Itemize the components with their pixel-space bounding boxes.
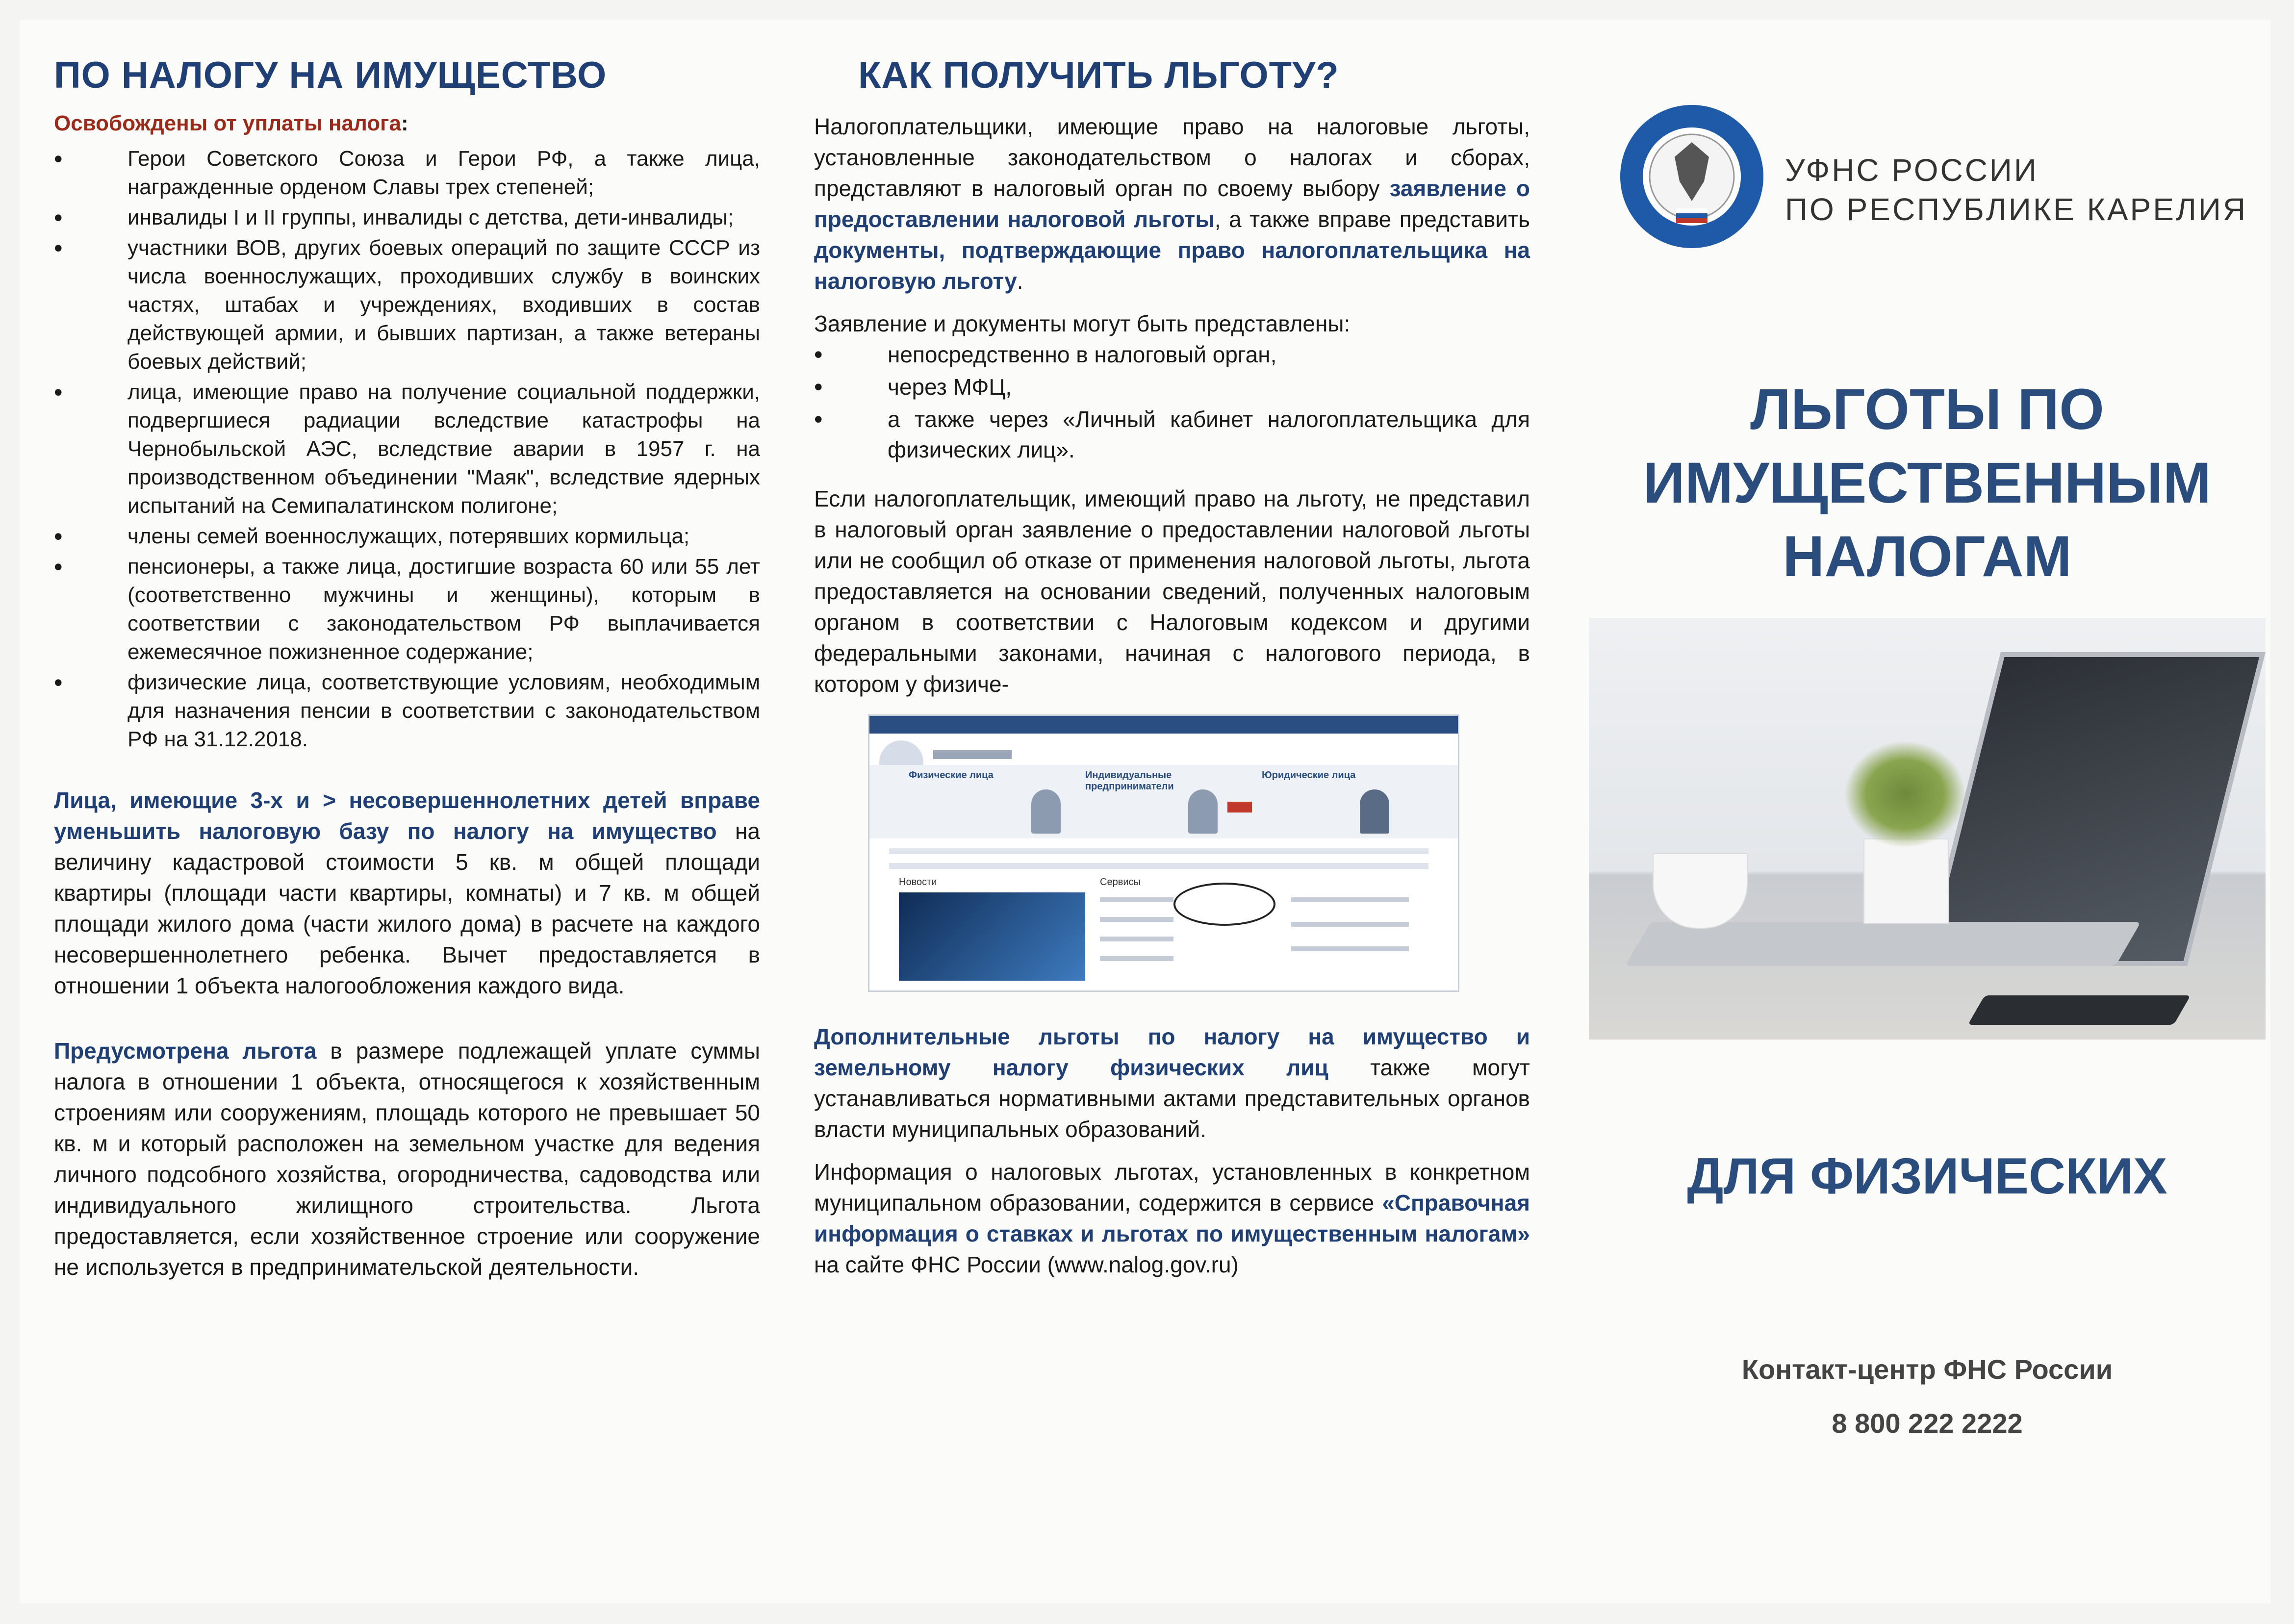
plant-leaves [1844,740,1966,848]
brochure-sheet [20,20,2270,1603]
website-screenshot [868,714,1459,992]
application-bold-b: документы, подтверждающие право налогоплательщика на налоговую льготу [814,237,1530,294]
cover-title [1589,373,2266,593]
fns-emblem [1618,103,1765,250]
submission-way: • непосредственно в налоговый орган, [814,339,1530,370]
exempt-item: • физические лица, соответствующие условиям, необходимым для назначения пенсии в соответствии с законодательством РФ на 31.12.2018. [54,668,760,754]
exempt-item: • участники ВОВ, других боевых операций по защите СССР из числа военнослужащих, проходивших службу в воинских частях, штабах и учреждениях, входивших в состав действующей армии, и бывших партизан, а также ветераны боевых действий; [54,234,760,376]
property-tax-heading: ПО НАЛОГУ НА ИМУЩЕСТВО [54,54,607,96]
application-text-b: , а также вправе представить [1214,206,1530,232]
thumb-nav-legal-entities: Юридические лица [1262,770,1356,781]
additional-benefits-bold: Дополнительные льготы по налогу на имущество и земельному налогу физических лиц [814,1024,1530,1080]
cover-panel [1589,98,2266,1549]
application-bold-a: заявление о предоставлении налоговой льготы [814,176,1530,232]
application-text-a: Налогоплательщики, имеющие право на налоговые льготы, установленные законодательством о налогах и сборах, представляют в налоговый орган по своему выбору [814,114,1530,201]
cover-title-line1: ЛЬГОТЫ ПО [1750,377,2104,442]
large-families-paragraph [54,785,760,1001]
how-to-get-benefit-column [814,54,1530,1280]
laptop-screen [1922,652,2266,966]
submission-ways-list [814,339,1530,465]
additional-benefits-paragraph [814,1021,1530,1145]
reference-text-b: на сайте ФНС России (www.nalog.gov.ru) [814,1252,1239,1277]
application-text-c: . [1017,268,1023,294]
additional-benefits-text: также могут устанавливаться нормативными актами представительных органов власти муниципальных образований. [814,1055,1530,1142]
large-families-bold: Лица, имеющие 3-х и > несовершеннолетних детей вправе уменьшить налоговую базу по налогу на имущество [54,787,760,844]
submission-way: • через МФЦ, [814,372,1530,402]
coffee-cup [1653,853,1748,929]
org-name-line1: УФНС РОССИИ [1785,152,2039,188]
smartphone [1968,995,2191,1025]
thumb-nav-entrepreneurs: Индивидуальные предприниматели [1085,770,1174,792]
plant-pot [1863,838,1949,924]
thumb-services-label: Сервисы [1100,877,1141,888]
fns-emblem-icon [1618,103,1765,250]
contact-center-label: Контакт-центр ФНС России [1741,1354,2113,1385]
exempt-label: Освобождены от уплаты налога [54,111,401,135]
reference-service-name: «Справочная информация о ставках и льготах по имущественным налогам» [814,1190,1530,1246]
exempt-item: • Герои Советского Союза и Герои РФ, а также лица, награжденные орденом Славы трех степеней; [54,145,760,202]
property-tax-column [54,54,760,1283]
outbuilding-benefit-bold: Предусмотрена льгота [54,1038,317,1064]
exempt-item: • члены семей военнослужащих, потерявших кормильца; [54,522,760,551]
how-to-heading: КАК ПОЛУЧИТЬ ЛЬГОТУ? [858,54,1339,96]
contact-center-phone: 8 800 222 2222 [1832,1408,2023,1439]
org-name-line2: ПО РЕСПУБЛИКЕ КАРЕЛИЯ [1785,192,2248,227]
exempt-item: • пенсионеры, а также лица, достигшие возраста 60 или 55 лет (соответственно мужчины и женщины), которым в соответствии с законодательством РФ выплачивается ежемесячное пожизненное содержание; [54,553,760,666]
auto-benefit-paragraph: Если налогоплательщик, имеющий право на льготу, не представил в налоговый орган заявление о предоставлении налоговой льготы или не сообщил об отказе от применения налоговой льготы, льгота предоставляется на основании сведений, полученных налоговым органом в соответствии с Налоговым кодексом и другими федеральными законами, начиная с налогового периода, в котором у физиче- [814,486,1530,697]
submission-way: • а также через «Личный кабинет налогоплательщика для физических лиц». [814,404,1530,465]
reference-text-a: Информация о налоговых льготах, установленных в конкретном муниципальном образовании, содержится в сервисе [814,1159,1530,1216]
exempt-heading [54,111,760,136]
exempt-colon: : [401,111,408,135]
outbuilding-benefit-text: в размере подлежащей уплате суммы налога в отношении 1 объекта, относящегося к хозяйственным строениям или сооружениям, площадь которого не превышает 50 кв. м и который расположен на земельном участке для ведения личного подсобного хозяйства, огородничества, садоводства или индивидуального жилищного строительства. Льгота предоставляется, если хозяйственное строение или сооружение не используется в предпринимательской деятельности. [54,1038,760,1280]
submission-intro: Заявление и документы могут быть представлены: [814,311,1351,336]
cover-title-line2: ИМУЩЕСТВЕННЫМ [1643,451,2211,515]
thumb-news-label: Новости [899,877,937,888]
exempt-list [54,145,760,754]
large-families-text: на величину кадастровой стоимости 5 кв. м общей площади квартиры (площади части квартиры, комнаты) и 7 кв. м общей площади жилого дома (части жилого дома) в расчете на каждого несовершеннолетнего ребенка. Вычет предоставляется в отношении 1 объекта налогообложения каждого вида. [54,818,760,998]
cover-subtitle: ДЛЯ ФИЗИЧЕСКИХ [1687,1148,2167,1205]
thumb-nav-individuals: Физические лица [909,770,994,781]
application-paragraph [814,111,1530,297]
exempt-item: • лица, имеющие право на получение социальной поддержки, подвергшиеся радиации вследствие катастрофы на Чернобыльской АЭС, вследствие аварии в 1957 г. на производственном объединении "Маяк", вследствие ядерных испытаний на Семипалатинском полигоне; [54,378,760,520]
cover-title-line3: НАЛОГАМ [1783,524,2072,589]
cover-photo [1589,618,2266,1040]
exempt-item: • инвалиды I и II группы, инвалиды с детства, дети-инвалиды; [54,203,760,232]
outbuilding-benefit-paragraph [54,1036,760,1283]
reference-service-paragraph [814,1157,1530,1280]
